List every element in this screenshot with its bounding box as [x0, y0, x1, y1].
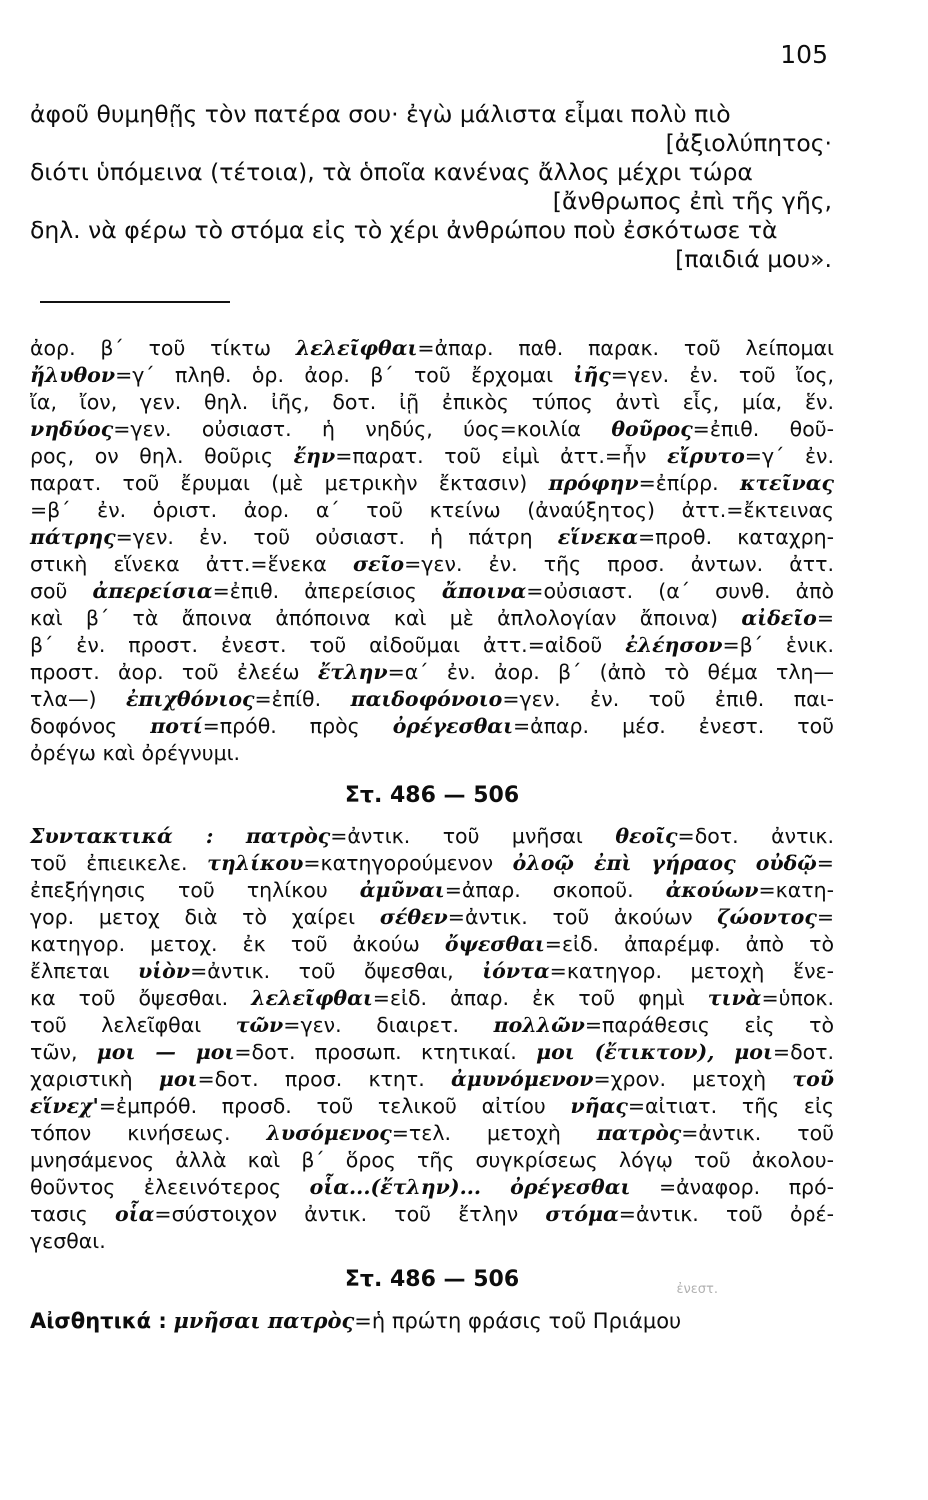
- note-text: =κατη-: [758, 878, 834, 902]
- note-line: [30, 416, 834, 443]
- note-text: =ἀναφορ. πρό-: [630, 1175, 835, 1199]
- note-text: =γ΄ πληθ. ὁρ. ἀορ. β΄ τοῦ ἔρχομαι: [115, 363, 574, 387]
- note-text: =σύστοιχον ἀντικ. τοῦ ἔτλην: [154, 1202, 546, 1226]
- headword: λυσόμενος: [266, 1121, 392, 1145]
- notes-column: [30, 335, 834, 1335]
- note-text: =γεν. ἐν. τῆς προσ. ἀντων. ἀττ.: [404, 552, 835, 576]
- headword: εἴρυτο: [667, 444, 745, 468]
- headword: ἄποινα: [441, 579, 527, 603]
- note-line: [30, 686, 834, 713]
- note-text: =εἰδ. ἀπαρέμφ. ἀπὸ τὸ: [544, 932, 834, 956]
- headword: μοι (ἔτικτον), μοι: [536, 1040, 773, 1064]
- note-text: =εἰδ. ἀπαρ. ἐκ τοῦ φημὶ: [372, 986, 708, 1010]
- note-line: [30, 605, 834, 632]
- headword: μοι — μοι: [96, 1040, 235, 1064]
- note-line: [30, 1093, 834, 1120]
- footnote-divider: [40, 301, 230, 303]
- headword: ὄψεσθαι: [444, 932, 545, 956]
- note-text: θοῦντος ἐλεεινότερος: [30, 1175, 310, 1199]
- note-text: =ἀντικ. τοῦ ἀκούων: [447, 905, 718, 929]
- verse-translation: [30, 100, 840, 274]
- note-text: =ἡ πρώτη φράσις τοῦ Πριάμου: [354, 1309, 682, 1333]
- note-text: παρατ. τοῦ ἔρυμαι (μὲ μετρικὴν ἔκτασιν): [30, 471, 549, 495]
- note-line: [30, 1012, 834, 1039]
- note-text: ἔλπεται: [30, 959, 139, 983]
- note-text: =δοτ. προσωπ. κτητικαί.: [234, 1040, 537, 1064]
- aesthetic-text: [174, 1309, 682, 1333]
- headword: ἀμυνόμενον: [450, 1067, 594, 1091]
- note-text: στικὴ εἵνεκα ἀττ.=ἕνεκα: [30, 552, 353, 576]
- note-text: =κατηγορούμενον: [303, 851, 513, 875]
- note-line: [30, 740, 834, 767]
- headword: τοῦ: [792, 1067, 834, 1091]
- note-line: [30, 1120, 834, 1147]
- headword: αἰδεῖο: [741, 606, 817, 630]
- note-text: =ἀπαρ. παθ. παρακ. τοῦ λείπομαι: [417, 336, 834, 360]
- note-text: =ἐπιθ. ἀπερείσιος: [212, 579, 442, 603]
- note-text: κατηγορ. μετοχ. ἐκ τοῦ ἀκούω: [30, 932, 445, 956]
- note-line: [30, 958, 834, 985]
- headword: ἤλυθον: [30, 363, 116, 387]
- headword: θοῦρος: [611, 417, 693, 441]
- note-text: =αἰτιατ. τῆς εἰς: [627, 1094, 834, 1118]
- note-line: [30, 470, 834, 497]
- note-line: [30, 335, 834, 362]
- headword: ποτί: [150, 714, 203, 738]
- note-text: =τελ. μετοχὴ: [391, 1121, 597, 1145]
- note-text: ὀρέγω καὶ ὀρέγνυμι.: [30, 741, 241, 765]
- headword: πάτρης: [30, 525, 116, 549]
- note-line: [30, 1039, 834, 1066]
- note-text: =γεν. ἐν. τοῦ οὐσιαστ. ἡ πάτρη: [115, 525, 558, 549]
- headword: στόμα: [545, 1202, 619, 1226]
- note-line: [30, 497, 834, 524]
- syntax-notes: [30, 823, 834, 1255]
- headword: οἷα: [115, 1202, 155, 1226]
- note-text: =ὑποκ.: [761, 986, 834, 1010]
- note-text: =ἀντικ. τοῦ ὀρέ-: [618, 1202, 834, 1226]
- verse-line: δηλ. νὰ φέρω τὸ στόμα εἰς τὸ χέρι ἀνθρώπου ποὺ ἐσκότωσε τὰ: [30, 216, 778, 244]
- headword: ἔτλην: [317, 660, 388, 684]
- note-text: =γεν. ἐν. τοῦ ἴος,: [610, 363, 835, 387]
- note-text: ἐπεξήγησις τοῦ τηλίκου: [30, 878, 360, 902]
- note-line: [30, 1066, 834, 1093]
- note-text: =: [816, 905, 834, 929]
- note-line: [30, 524, 834, 551]
- headword: ἀμῦναι: [359, 878, 445, 902]
- headword: τινὰ: [707, 986, 762, 1010]
- headword: τῶν: [235, 1013, 284, 1037]
- verse-line: διότι ὑπόμεινα (τέτοια), τὰ ὁποῖα κανένας ἄλλος μέχρι τώρα: [30, 158, 753, 186]
- note-line: [30, 1174, 834, 1201]
- headword: εἵνεχ': [30, 1094, 99, 1118]
- note-text: προστ. ἀορ. τοῦ ἐλεέω: [30, 660, 318, 684]
- note-text: =ἀντικ. τοῦ: [681, 1121, 835, 1145]
- section-heading: Στ. 486 — 506: [344, 1267, 520, 1292]
- note-text: =οὐσιαστ. (α΄ συνθ. ἀπὸ: [526, 579, 834, 603]
- note-line: [30, 1147, 834, 1174]
- headword: ἰῆς: [573, 363, 611, 387]
- note-text: χαριστικὴ: [30, 1067, 159, 1091]
- headword: λελεῖφθαι: [251, 986, 373, 1010]
- margin-note: ἐνεστ.: [676, 1282, 718, 1297]
- note-line: [30, 551, 834, 578]
- headword: λελεῖφθαι: [295, 336, 418, 360]
- note-line: [30, 1228, 834, 1255]
- note-text: =γεν. οὐσιαστ. ἡ νηδύς, ύος=κοιλία: [113, 417, 612, 441]
- note-text: =ἐπίθ.: [254, 687, 351, 711]
- note-text: =γ΄ ἐν.: [744, 444, 835, 468]
- note-line: [30, 632, 834, 659]
- note-text: ἴα, ἴον, γεν. θηλ. ἰῆς, δοτ. ἰῇ ἐπικὸς τύπος ἀντὶ εἷς, μία, ἕν.: [30, 390, 834, 414]
- note-line: [30, 443, 834, 470]
- note-text: =δοτ. ἀντικ.: [677, 824, 834, 848]
- headword: ἀπερείσια: [92, 579, 213, 603]
- headword: ζώοντος: [717, 905, 817, 929]
- note-text: μνησάμενος ἀλλὰ καὶ β΄ ὅρος τῆς συγκρίσεως λόγῳ τοῦ ἀκολου-: [30, 1148, 834, 1172]
- note-text: γεσθαι.: [30, 1229, 106, 1253]
- note-text: τόπον κινήσεως.: [30, 1121, 267, 1145]
- grammar-notes: [30, 335, 834, 767]
- note-text: =δοτ. προσ. κτητ.: [197, 1067, 451, 1091]
- headword: ἔην: [293, 444, 336, 468]
- headword: μοι: [158, 1067, 198, 1091]
- note-text: =χρον. μετοχὴ: [593, 1067, 793, 1091]
- headword: εἵνεκα: [557, 525, 638, 549]
- note-text: =: [816, 606, 834, 630]
- note-text: καὶ β΄ τὰ ἄποινα ἀπόποινα καὶ μὲ ἀπλολογίαν ἄποινα): [30, 606, 742, 630]
- note-text: β΄ ἐν. προστ. ἐνεστ. τοῦ αἰδοῦμαι ἀττ.=αἰδοῦ: [30, 633, 626, 657]
- note-text: =γεν. ἐν. τοῦ ἐπιθ. παι-: [502, 687, 834, 711]
- headword: ὀρέγεσθαι: [392, 714, 513, 738]
- aesthetic-notes: [30, 1307, 834, 1335]
- note-text: =προθ. καταχρη-: [637, 525, 834, 549]
- headword: υἱὸν: [138, 959, 191, 983]
- note-text: =ἀντικ. τοῦ ὄψεσθαι,: [190, 959, 483, 983]
- note-text: =γεν. διαιρετ.: [283, 1013, 494, 1037]
- headword: νηδύος: [30, 417, 114, 441]
- note-text: τοῦ λελεῖφθαι: [30, 1013, 236, 1037]
- headword: παιδοφόνοιο: [350, 687, 503, 711]
- note-text: τοῦ ἐπιεικελε.: [30, 851, 208, 875]
- note-line: [30, 713, 834, 740]
- note-text: =β΄ ἑνικ.: [722, 633, 834, 657]
- note-line: [30, 850, 834, 877]
- note-line: [30, 823, 834, 850]
- note-line: [30, 1201, 834, 1228]
- headword: οἷα...(ἔτλην)... ὀρέγεσθαι: [309, 1175, 631, 1199]
- note-text: ρος, ον θηλ. θοῦρις: [30, 444, 294, 468]
- note-text: =ἀντικ. τοῦ μνῆσαι: [330, 824, 616, 848]
- note-line: [30, 578, 834, 605]
- note-line: [30, 931, 834, 958]
- syntax-label: Συντακτικά :: [30, 824, 214, 848]
- headword: πατρὸς: [596, 1121, 682, 1145]
- verse-line: [ἀξιολύπητος·: [665, 129, 832, 157]
- note-text: κα τοῦ ὄψεσθαι.: [30, 986, 252, 1010]
- note-text: =πρόθ. πρὸς: [202, 714, 393, 738]
- note-text: =β΄ ἐν. ὁριστ. ἀορ. α΄ τοῦ κτείνω (ἀναύξητος) ἀττ.=ἔκτεινας: [30, 498, 834, 522]
- note-text: =παράθεσις εἰς τὸ: [584, 1013, 834, 1037]
- aesthetic-label: Αἰσθητικά :: [30, 1309, 167, 1333]
- headword: θεοῖς: [615, 824, 678, 848]
- section-heading: Στ. 486 — 506: [344, 783, 520, 808]
- note-text: =ἀπαρ. σκοποῦ.: [444, 878, 666, 902]
- note-line: [30, 659, 834, 686]
- note-text: σοῦ: [30, 579, 93, 603]
- headword: τηλίκου: [207, 851, 304, 875]
- headword: ἰόντα: [482, 959, 550, 983]
- headword: πατρὸς: [245, 824, 331, 848]
- headword: μνῆσαι πατρὸς: [173, 1308, 355, 1333]
- note-text: τῶν,: [30, 1040, 97, 1064]
- verse-line: [παιδιά μου».: [675, 245, 832, 273]
- note-line: [30, 877, 834, 904]
- note-text: γορ. μετοχ διὰ τὸ χαίρει: [30, 905, 380, 929]
- headword: σεῖο: [352, 552, 405, 576]
- headword: ἐπιχθόνιος: [125, 687, 255, 711]
- note-text: ἀορ. β΄ τοῦ τίκτω: [30, 336, 296, 360]
- verse-line: [ἄνθρωπος ἐπὶ τῆς γῆς,: [552, 187, 832, 215]
- note-text: =ἐπίρρ.: [638, 471, 740, 495]
- note-line: [30, 904, 834, 931]
- headword: ὀλοῷ ἐπὶ γήραος οὐδῷ: [512, 851, 817, 875]
- note-text: =ἐπιθ. θοῦ-: [692, 417, 834, 441]
- headword: κτεῖνας: [739, 471, 834, 495]
- note-line: [30, 985, 834, 1012]
- headword: πρόφην: [548, 471, 639, 495]
- note-text: =ἀπαρ. μέσ. ἐνεστ. τοῦ: [513, 714, 835, 738]
- note-text: =α΄ ἐν. ἀορ. β΄ (ἀπὸ τὸ θέμα τλη—: [387, 660, 834, 684]
- note-text: =κατηγορ. μετοχὴ ἕνε-: [549, 959, 834, 983]
- note-text: =δοτ.: [772, 1040, 835, 1064]
- note-text: τλα—): [30, 687, 126, 711]
- note-text: τασις: [30, 1202, 116, 1226]
- verse-line: ἀφοῦ θυμηθῇς τὸν πατέρα σου· ἐγὼ μάλιστα εἶμαι πολὺ πιὸ: [30, 100, 731, 128]
- note-line: [30, 362, 834, 389]
- headword: ἐλέησον: [625, 633, 723, 657]
- headword: σέθεν: [379, 905, 448, 929]
- headword: νῆας: [570, 1094, 628, 1118]
- note-text: =ἐμπρόθ. προσδ. τοῦ τελικοῦ αἰτίου: [98, 1094, 571, 1118]
- note-text: =παρατ. τοῦ εἰμὶ ἀττ.=ἦν: [335, 444, 668, 468]
- note-line: [30, 389, 834, 416]
- page-number: 105: [780, 40, 828, 69]
- note-text: δοφόνος: [30, 714, 151, 738]
- headword: ἀκούων: [665, 878, 759, 902]
- headword: πολλῶν: [493, 1013, 585, 1037]
- note-text: =: [816, 851, 834, 875]
